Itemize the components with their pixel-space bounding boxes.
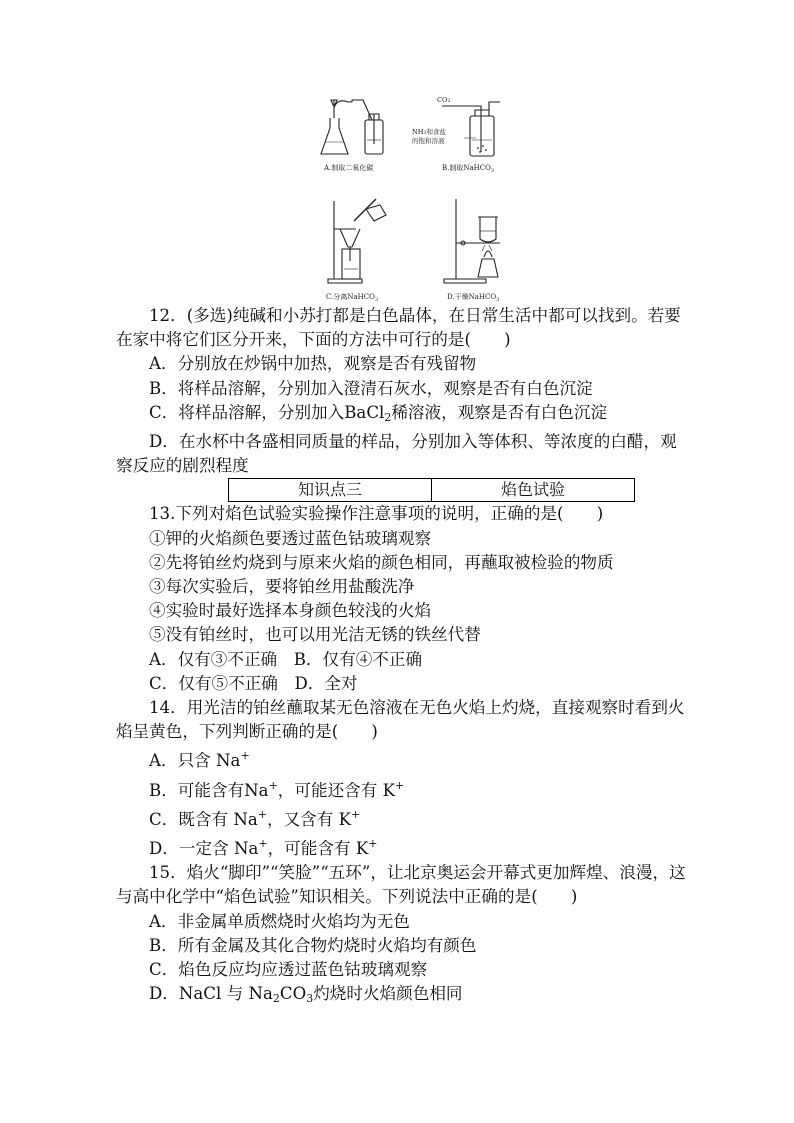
q13-item: ②先将铂丝灼烧到与原来火焰的颜色相同，再蘸取被检验的物质 — [149, 552, 614, 572]
q12-option-c: C．将样品溶解，分别加入BaCl$_2$稀溶液，观察是否有白色沉淀 — [149, 402, 608, 424]
q15-option-a: A．非金属单质燃烧时火焰均为无色 — [149, 911, 410, 931]
q13-item: ③每次实验后，要将铂丝用盐酸洗净 — [149, 577, 415, 597]
q15-option-d: D．NaCl 与 $Na_2CO_3$灼烧时火焰颜色相同 — [149, 984, 463, 1006]
knowledge-point-table — [228, 478, 635, 502]
question-text-block — [116, 304, 688, 1011]
q12-option-a: A．分别放在炒锅中加热，观察是否有残留物 — [149, 354, 477, 374]
apparatus-b-diagram — [436, 96, 508, 162]
knowledge-point-topic: 焰色试验 — [432, 479, 635, 502]
q15-option-c: C．焰色反应均应透过蓝色钴玻璃观察 — [149, 960, 428, 980]
q14-option-d: D．一定含 Na+，可能含有 K+ — [149, 837, 378, 859]
figure-b-gas-label: CO2 — [437, 96, 451, 104]
q14-option-c: C．既含有 Na+，又含有 K+ — [149, 807, 361, 829]
apparatus-a-diagram — [318, 96, 398, 160]
q12-option-b: B．将样品溶解，分别加入澄清石灰水，观察是否有白色沉淀 — [149, 378, 593, 398]
q15-option-b: B．所有金属及其化合物灼烧时火焰均有颜色 — [149, 935, 477, 955]
q12-option-d: D．在水杯中各盛相同质量的样品，分别加入等体积、等浓度的白醋，观察反应的剧烈程度 — [116, 432, 677, 476]
q13-options-cd: C．仅有⑤不正确 D．全对 — [149, 673, 358, 693]
q13-item: ④实验时最好选择本身颜色较浅的火焰 — [149, 601, 432, 621]
q15-stem: 15．焰火“脚印”“笑脸”“五环”，让北京奥运会开幕式更加辉煌、浪漫，这与高中化学中“焰色试验”知识相关。下列说法中正确的是( ) — [116, 863, 686, 907]
q13-stem: 13.下列对焰色试验实验操作注意事项的说明，正确的是( ) — [149, 504, 604, 524]
knowledge-point-label: 知识点三 — [229, 479, 432, 502]
q12-stem: 12．(多选)纯碱和小苏打都是白色晶体，在日常生活中都可以找到。若要在家中将它们区分开来，下面的方法中可行的是( ) — [116, 306, 681, 350]
figure-b-solution-label: NH3和食盐 的饱和溶液 — [412, 128, 447, 145]
q13-options-ab: A．仅有③不正确 B．仅有④不正确 — [149, 649, 423, 669]
figure-d-caption: D.干燥NaHCO$_3$ — [447, 293, 500, 303]
figure-b-caption: B.制取NaHCO$_3$ — [442, 164, 495, 174]
q13-item: ⑤没有铂丝时，也可以用光洁无锈的铁丝代替 — [149, 625, 481, 645]
q14-stem: 14．用光洁的铂丝蘸取某无色溶液在无色火焰上灼烧，直接观察时看到火焰呈黄色，下列判断正确的是( ) — [116, 698, 685, 742]
q13-item: ①钾的火焰颜色要透过蓝色钴玻璃观察 — [149, 528, 432, 548]
q14-option-a: A．只含 Na+ — [149, 749, 250, 771]
apparatus-c-diagram — [322, 193, 394, 285]
apparatus-d-diagram — [440, 193, 520, 285]
figure-a-caption: A.制取二氧化碳 — [324, 164, 374, 172]
q14-option-b: B．可能含有Na+，可能还含有 K+ — [149, 778, 405, 800]
figure-c-caption: C.分离NaHCO$_3$ — [326, 293, 379, 303]
